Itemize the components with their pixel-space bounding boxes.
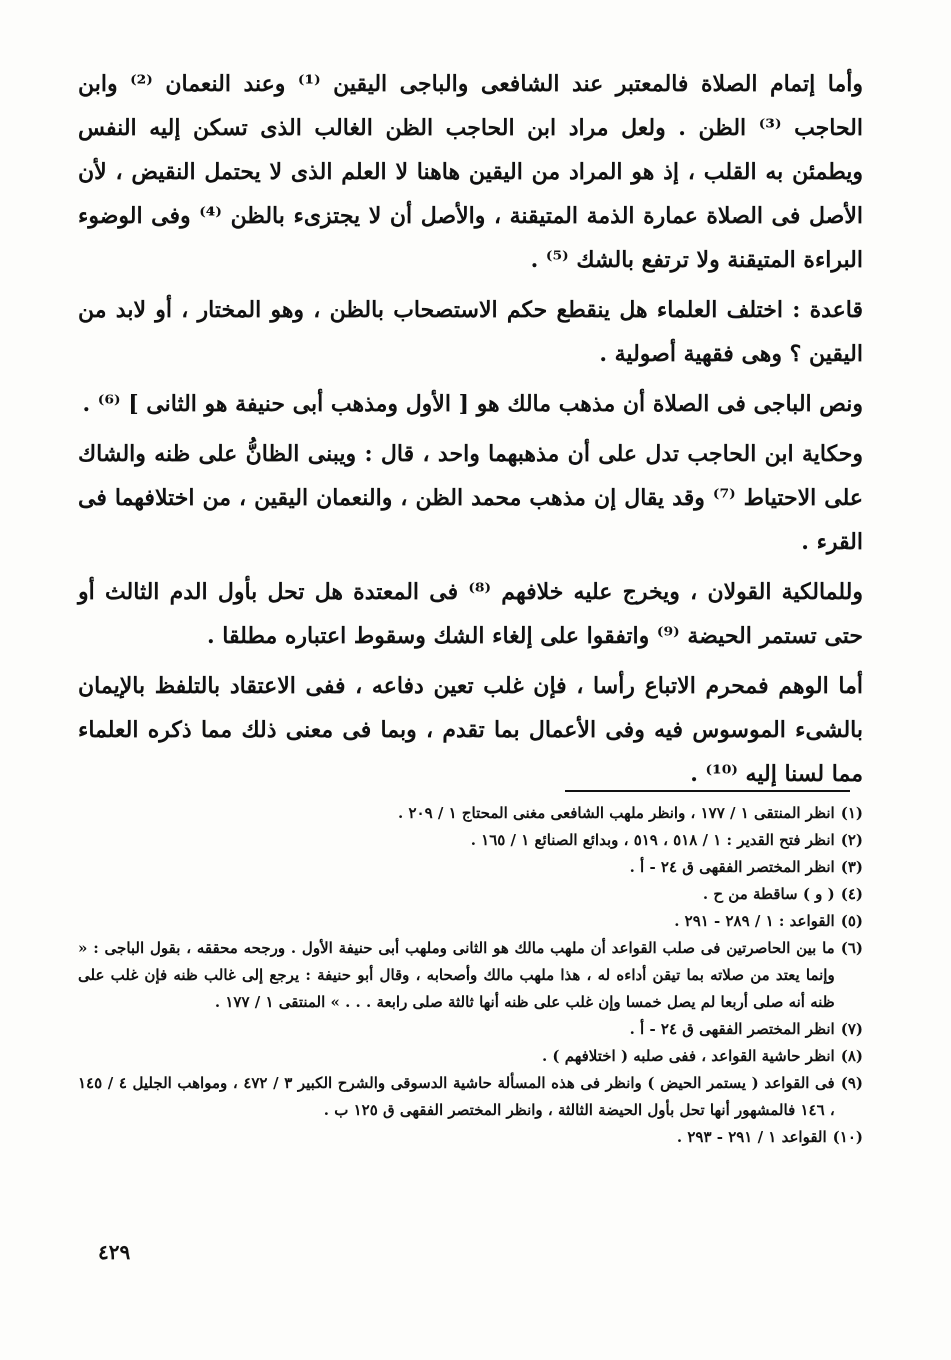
footnote-text: القواعد ١ / ٢٩١ - ٢٩٣ . <box>676 1128 827 1146</box>
footnote <box>78 854 863 881</box>
footnote-number: (٧) <box>840 1020 863 1038</box>
footnotes <box>78 800 863 1151</box>
footnote <box>78 1016 863 1043</box>
paragraph: أما الوهم فمحرم الاتباع رأسا ، فإن غلب تعين دفاعه ، ففى الاعتقاد بالتلفظ بالإيمان بالشىء الموسوس فيه وفى الأعمال بما تقدم ، وبما فى معنى ذلك مما ذكره العلماء مما لسنا إليه ⁽¹⁰⁾ . <box>78 673 863 787</box>
footnote-number: (٦) <box>840 939 863 957</box>
footnote <box>78 935 863 1016</box>
footnote <box>78 1070 863 1124</box>
footnote <box>78 1043 863 1070</box>
footnote <box>78 1124 863 1151</box>
footnote-text: ( و ) ساقطة من ح . <box>702 885 835 903</box>
footnote-text: انظر المختصر الفقهى ق ٢٤ - أ . <box>629 858 835 876</box>
footnote-text: انظر حاشية القواعد ، ففى صلبه ( اختلافهم ) . <box>541 1047 835 1065</box>
paragraph: وحكاية ابن الحاجب تدل على أن مذهبهما واحد ، قال : ويبنى الظانُّ على ظنه والشاك على الاحتياط ⁽⁷⁾ وقد يقال إن مذهب محمد الظن ، والنعمان اليقين ، من اختلافهما فى القرء . <box>78 441 864 555</box>
footnote-text: فى القواعد ( يستمر الحيض ) وانظر فى هذه المسألة حاشية الدسوقى والشرح الكبير ٣ / ٤٧٢ ، ومواهب الجليل ٤ / ١٤٥ ، ١٤٦ فالمشهور أنها تحل بأول الحيضة الثالثة ، وانظر المختصر الفقهى ق ١٢٥ ب . <box>78 1074 835 1119</box>
footnote <box>78 800 863 827</box>
footnote-number: (٨) <box>840 1047 863 1065</box>
footnote-number: (١) <box>840 804 863 822</box>
paragraph: وللمالكية القولان ، ويخرج عليه خلافهم ⁽⁸⁾ فى المعتدة هل تحل بأول الدم الثالث أو حتى تستمر الحيضة ⁽⁹⁾ واتفقوا على إلغاء الشك وسقوط اعتباره مطلقا . <box>78 579 863 649</box>
footnote-number: (٢) <box>840 831 863 849</box>
footnote-text: ما بين الحاصرتين فى صلب القواعد أن ملهب مالك هو الثانى وملهب أبى حنيفة الأول . ورجحه محققه ، بقول الباجى : « وإنما يعتد من صلاته بما تيقن أداءه له ، هذا ملهب مالك وأصحابه ، وقال أبو حنيفة : يرجع إلى غالب ظنه فإن غلب على ظنه أنه صلى أربعا لم يصل خمسا وإن غلب على ظنه أنها ثالثة صلى رابعة . . . » المنتقى ١ / ١٧٧ . <box>78 939 835 1011</box>
footnote-text: انظر المنتقى ١ / ١٧٧ ، وانظر ملهب الشافعى مغنى المحتاج ١ / ٢٠٩ . <box>398 804 835 822</box>
footnote <box>78 827 863 854</box>
footnote <box>78 881 863 908</box>
paragraph: ونص الباجى فى الصلاة أن مذهب مالك هو [ الأول ومذهب أبى حنيفة هو الثانى ] ⁽⁶⁾ . <box>82 391 863 417</box>
footnote-divider <box>565 790 850 792</box>
main-text <box>78 62 863 802</box>
footnote-text: انظر المختصر الفقهى ق ٢٤ - أ . <box>629 1020 835 1038</box>
footnote-number: (٩) <box>840 1074 863 1092</box>
footnote <box>78 908 863 935</box>
footnote-number: (٤) <box>840 885 863 903</box>
page-number: ٤٢٩ <box>98 1240 131 1264</box>
footnote-text: انظر فتح القدير : ١ / ٥١٨ ، ٥١٩ ، وبدائع الصنائع ١ / ١٦٥ . <box>470 831 835 849</box>
footnote-number: (١٠) <box>832 1128 863 1146</box>
footnote-number: (٣) <box>840 858 863 876</box>
footnote-text: القواعد : ١ / ٢٨٩ - ٢٩١ . <box>674 912 835 930</box>
paragraph: قاعدة : اختلف العلماء هل ينقطع حكم الاستصحاب بالظن ، وهو المختار ، أو لابد من اليقين ؟ وهى فقهية أصولية . <box>78 297 863 367</box>
paragraph: وأما إتمام الصلاة فالمعتبر عند الشافعى والباجى اليقين ⁽¹⁾ وعند النعمان ⁽²⁾ وابن الحاجب ⁽³⁾ الظن . ولعل مراد ابن الحاجب الظن الغالب الذى تسكن إليه النفس ويطمئن به القلب ، إذ هو المراد من اليقين هاهنا لا العلم الذى لا يحتمل النقيض ، لأن الأصل فى الصلاة عمارة الذمة المتيقنة ، والأصل أن لا يجتزىء بالظن ⁽⁴⁾ وفى الوضوء البراءة المتيقنة ولا ترتفع بالشك ⁽⁵⁾ . <box>78 71 863 273</box>
footnote-number: (٥) <box>840 912 863 930</box>
